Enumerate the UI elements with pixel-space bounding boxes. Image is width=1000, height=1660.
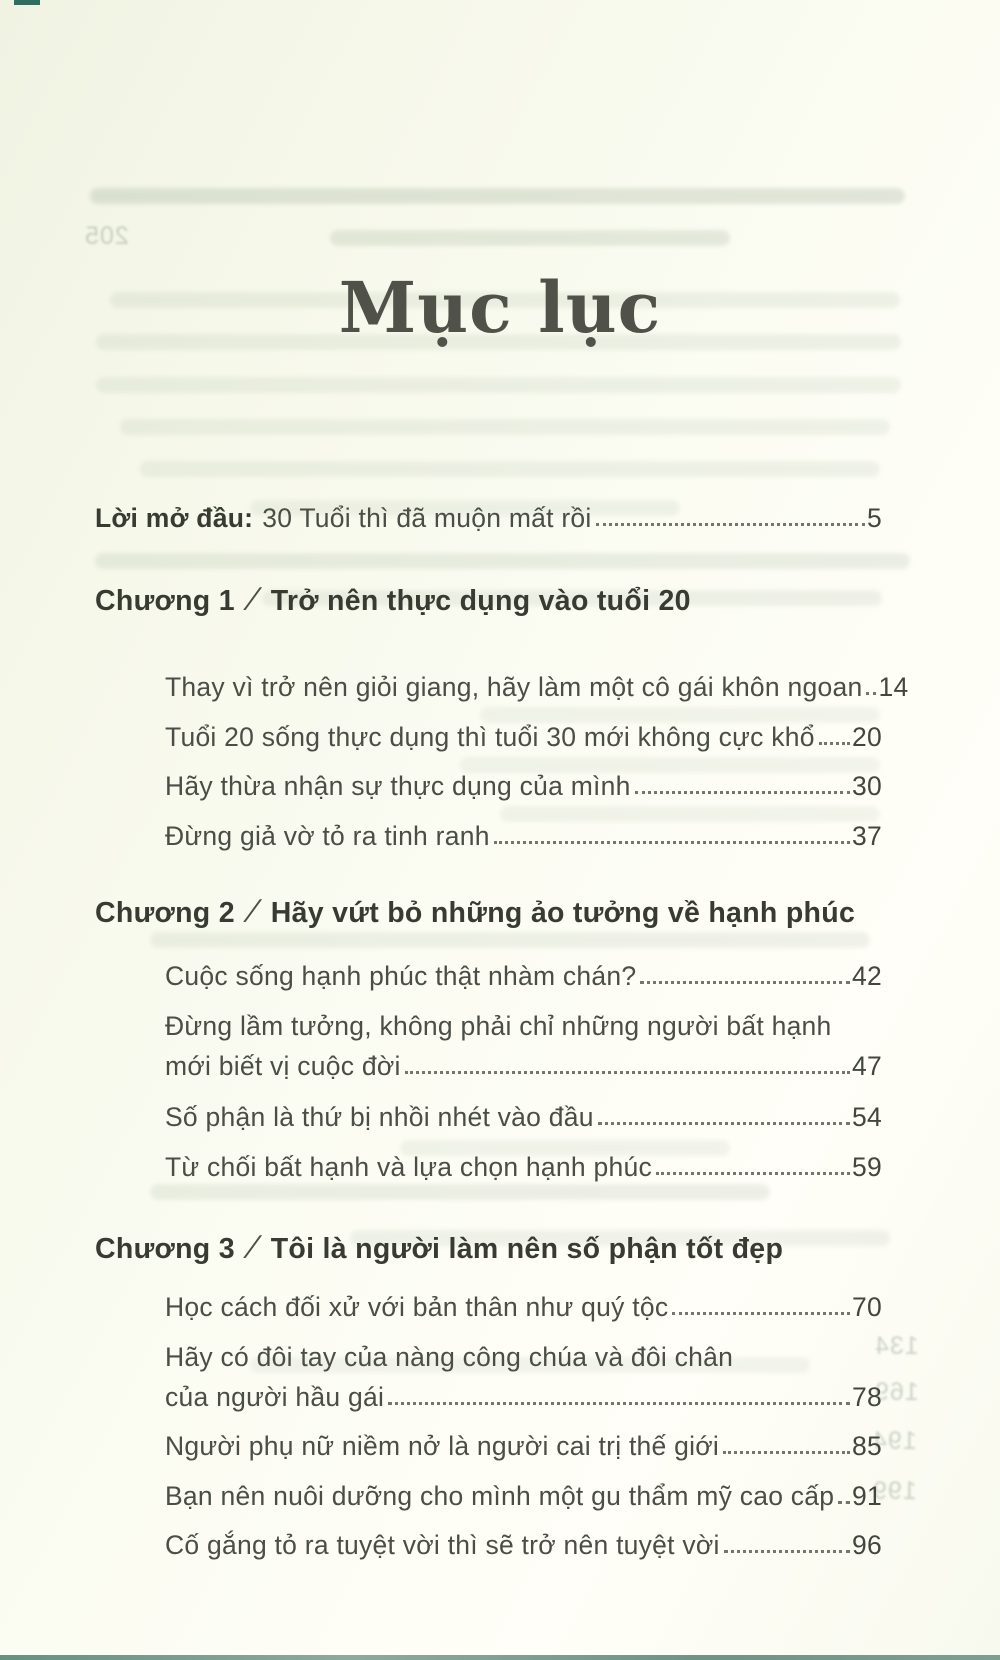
chapter-label: Chương 1 bbox=[95, 585, 235, 617]
toc-entry bbox=[165, 1152, 882, 1182]
dot-leader bbox=[494, 841, 850, 844]
dot-leader bbox=[635, 791, 850, 794]
entry-text: của người hầu gái bbox=[165, 1382, 385, 1412]
entry-text: Đừng giả vờ tỏ ra tinh ranh bbox=[165, 821, 490, 851]
page-number: 59 bbox=[852, 1152, 882, 1182]
bleed-through-line bbox=[90, 188, 905, 204]
page-number: 78 bbox=[852, 1382, 882, 1412]
dot-leader bbox=[866, 692, 876, 695]
entry-text: Học cách đối xử với bản thân như quý tộc bbox=[165, 1292, 669, 1322]
toc-entry bbox=[165, 1051, 882, 1081]
entry-text: Hãy có đôi tay của nàng công chúa và đôi chân bbox=[165, 1342, 734, 1372]
entry-text: Thay vì trở nên giỏi giang, hãy làm một cô gái khôn ngoan bbox=[165, 672, 863, 702]
dot-leader bbox=[838, 1501, 850, 1504]
toc-entry bbox=[165, 672, 909, 702]
bleed-through-line bbox=[96, 377, 901, 393]
page-number: 85 bbox=[852, 1431, 882, 1461]
page-number: 30 bbox=[852, 771, 882, 801]
chapter-heading bbox=[95, 580, 960, 617]
chapter-title: Tôi là người làm nên số phận tốt đẹp bbox=[270, 1233, 784, 1265]
bleed-through-line bbox=[140, 461, 880, 477]
toc-entry bbox=[165, 722, 882, 752]
bleed-through-line bbox=[95, 553, 910, 569]
page-number: 91 bbox=[852, 1481, 882, 1511]
bleed-through-line bbox=[150, 932, 870, 948]
teal-bottom-strip bbox=[0, 1655, 1000, 1660]
page-number: 54 bbox=[852, 1102, 882, 1132]
toc-entry bbox=[165, 1382, 882, 1412]
dot-leader bbox=[640, 981, 850, 984]
entry-text: Tuổi 20 sống thực dụng thì tuổi 30 mới không cực khổ bbox=[165, 722, 815, 752]
bleed-through-number: 205 bbox=[84, 222, 129, 250]
intro-text: 30 Tuổi thì đã muộn mất rồi bbox=[262, 503, 592, 533]
entry-text: Số phận là thứ bị nhồi nhét vào đầu bbox=[165, 1102, 594, 1132]
chapter-heading bbox=[95, 892, 960, 929]
page-title: Mục lục bbox=[338, 266, 662, 349]
dot-leader bbox=[598, 1122, 850, 1125]
page-number: 14 bbox=[878, 672, 909, 702]
entry-text: Cố gắng tỏ ra tuyệt vời thì sẽ trở nên tuyệt vời bbox=[165, 1530, 720, 1560]
chapter-heading bbox=[95, 1228, 960, 1265]
page-number: 42 bbox=[852, 961, 882, 991]
chapter-title: Trở nên thực dụng vào tuổi 20 bbox=[270, 585, 691, 617]
dot-leader bbox=[819, 742, 850, 745]
page-number: 47 bbox=[852, 1051, 882, 1081]
toc-entry bbox=[165, 1292, 882, 1322]
toc-entry bbox=[165, 1530, 882, 1560]
chapter-label: Chương 2 bbox=[95, 897, 235, 929]
entry-text: Cuộc sống hạnh phúc thật nhàm chán? bbox=[165, 961, 637, 991]
toc-entry bbox=[165, 1102, 882, 1132]
chapter-slash: ∕ bbox=[248, 1228, 259, 1265]
dot-leader bbox=[672, 1312, 850, 1315]
toc-entry bbox=[165, 771, 882, 801]
toc-entry bbox=[165, 1431, 882, 1461]
entry-text: Người phụ nữ niềm nở là người cai trị thế giới bbox=[165, 1431, 720, 1461]
chapter-slash: ∕ bbox=[248, 892, 259, 929]
dot-leader bbox=[723, 1451, 850, 1454]
bleed-through-number: 134 bbox=[874, 1332, 919, 1360]
bleed-through-line bbox=[120, 419, 890, 435]
dot-leader bbox=[388, 1402, 850, 1405]
entry-text: mới biết vị cuộc đời bbox=[165, 1051, 401, 1081]
bleed-through-line bbox=[500, 806, 880, 822]
entry-text: Hãy thừa nhận sự thực dụng của mình bbox=[165, 771, 631, 801]
dot-leader bbox=[656, 1172, 850, 1175]
toc-intro-row bbox=[95, 503, 882, 533]
toc-entry bbox=[165, 1481, 882, 1511]
dot-leader bbox=[405, 1071, 850, 1074]
bleed-through-number: 194 bbox=[872, 1427, 917, 1455]
page-number: 70 bbox=[852, 1292, 882, 1322]
chapter-title: Hãy vứt bỏ những ảo tưởng về hạnh phúc bbox=[270, 897, 856, 929]
toc-entry bbox=[165, 961, 882, 991]
toc-entry bbox=[165, 1011, 882, 1041]
bleed-through-line bbox=[480, 707, 880, 723]
page-number: 96 bbox=[852, 1530, 882, 1560]
dot-leader bbox=[724, 1550, 850, 1553]
entry-text: Đừng lầm tưởng, không phải chỉ những người bất hạnh bbox=[165, 1011, 832, 1041]
page-number: 37 bbox=[852, 821, 882, 851]
bleed-through-line bbox=[330, 230, 730, 246]
bleed-through-line bbox=[150, 1184, 770, 1200]
entry-text: Từ chối bất hạnh và lựa chọn hạnh phúc bbox=[165, 1152, 652, 1182]
entry-text: Bạn nên nuôi dưỡng cho mình một gu thẩm mỹ cao cấp bbox=[165, 1481, 835, 1511]
bleed-through-number: 199 bbox=[872, 1477, 917, 1505]
page-number: 20 bbox=[852, 722, 882, 752]
teal-corner-mark bbox=[14, 0, 40, 5]
toc-entry bbox=[165, 1342, 882, 1372]
dot-leader bbox=[596, 523, 865, 526]
chapter-label: Chương 3 bbox=[95, 1233, 235, 1265]
page-number: 5 bbox=[867, 503, 882, 533]
chapter-slash: ∕ bbox=[248, 580, 259, 617]
intro-label: Lời mở đầu: bbox=[95, 503, 254, 533]
toc-entry bbox=[165, 821, 882, 851]
bleed-through-number: 169 bbox=[874, 1378, 919, 1406]
